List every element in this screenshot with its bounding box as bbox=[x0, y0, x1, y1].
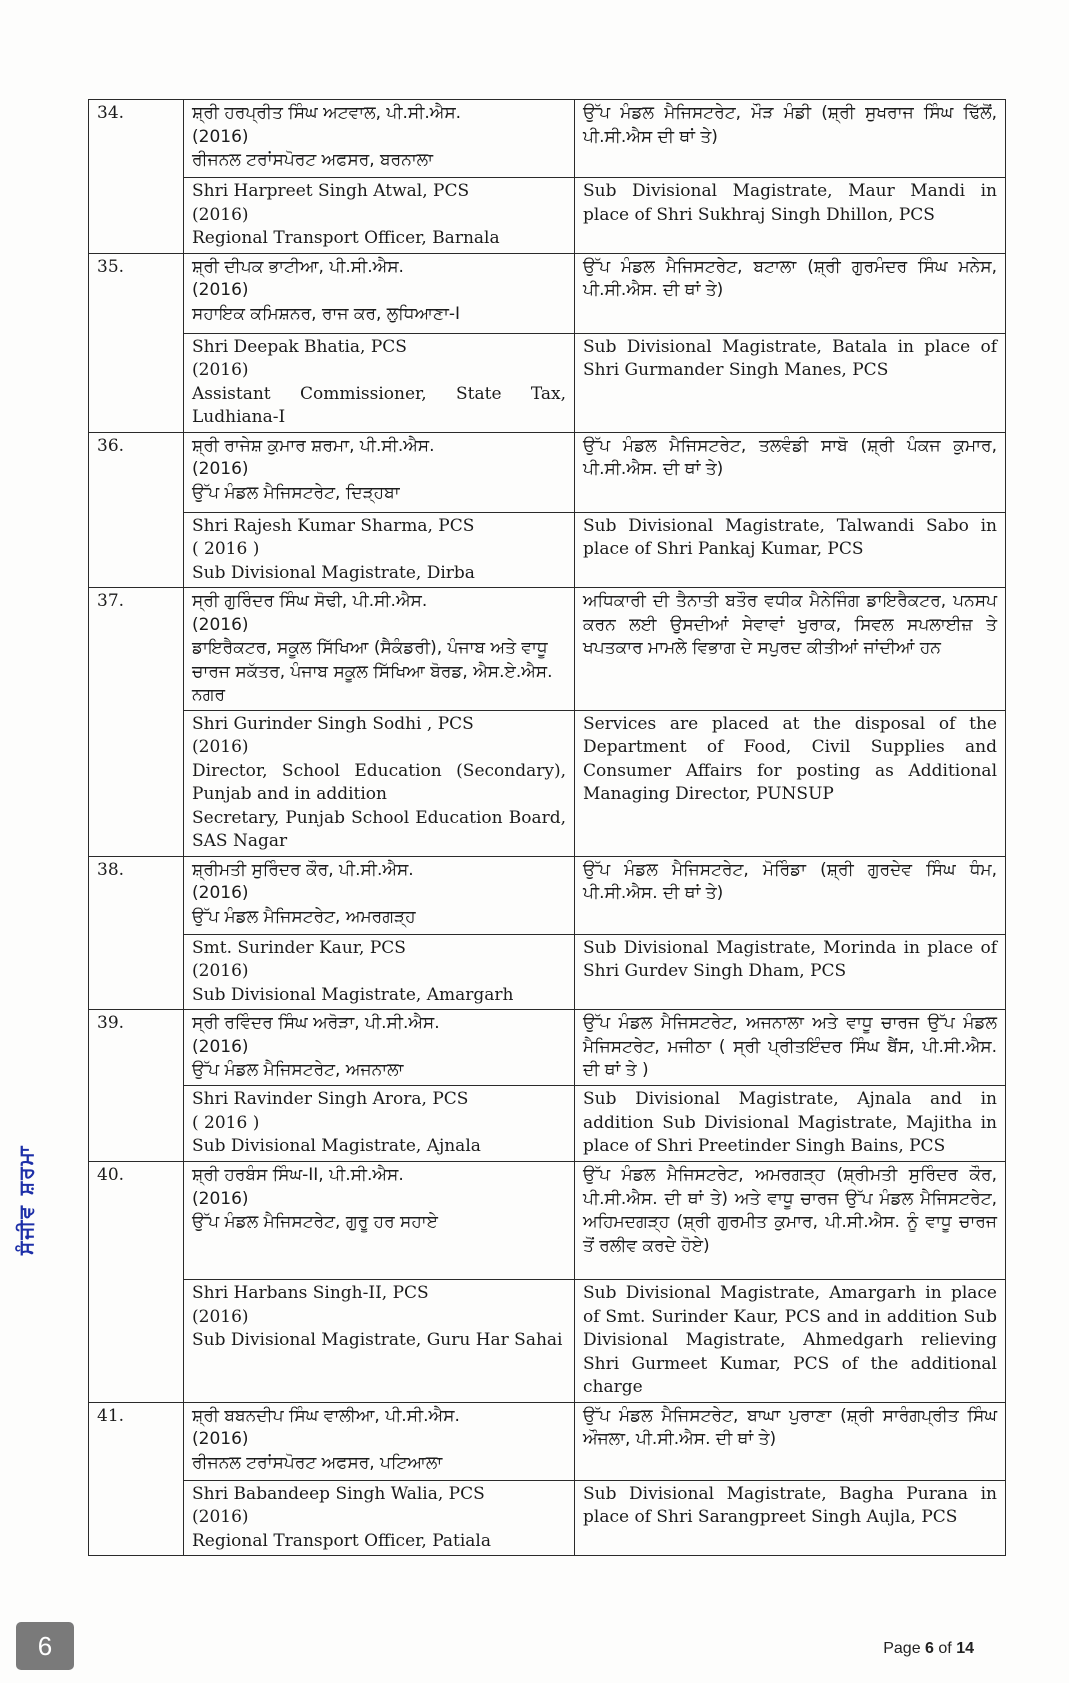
new-posting-punjabi: ਉੱਪ ਮੰਡਲ ਮੈਜਿਸਟਰੇਟ, ਬਾਘਾ ਪੁਰਾਣਾ (ਸ਼੍ਰੀ ਸਾਰੰਗਪ੍ਰੀਤ ਸਿੰਘ ਔਜਲਾ, ਪੀ.ਸੀ.ਐਸ. ਦੀ ਥਾਂ ਤੇ) bbox=[575, 1402, 1006, 1480]
current-posting-line: (2016) bbox=[192, 1306, 249, 1327]
current-posting-line: Shri Deepak Bhatia, PCS bbox=[192, 336, 407, 357]
current-posting-line: Shri Harpreet Singh Atwal, PCS bbox=[192, 181, 470, 201]
current-posting-line: ਡਾਇਰੈਕਟਰ, ਸਕੂਲ ਸਿੱਖਿਆ (ਸੈਕੰਡਰੀ), ਪੰਜਾਬ ਅਤੇ ਵਾਧੂ ਚਾਰਜ ਸਕੱਤਰ, ਪੰਜਾਬ ਸਕੂਲ ਸਿੱਖਿਆ ਬੋਰਡ, ਐਸ.ਏ.ਐਸ. ਨਗਰ bbox=[192, 638, 553, 705]
current-posting-punjabi bbox=[184, 432, 575, 512]
current-posting-line: ਉੱਪ ਮੰਡਲ ਮੈਜਿਸਟਰੇਟ, ਦਿੜ੍ਹਬਾ bbox=[192, 482, 400, 503]
table-row-punjabi bbox=[89, 253, 1006, 333]
current-posting-line: Regional Transport Officer, Patiala bbox=[192, 1530, 491, 1551]
current-posting-line: Sub Divisional Magistrate, Dirba bbox=[192, 562, 475, 583]
current-posting-line: Regional Transport Officer, Barnala bbox=[192, 228, 500, 248]
table-row-punjabi bbox=[89, 1010, 1006, 1086]
current-posting-english bbox=[184, 1280, 575, 1403]
current-posting-punjabi bbox=[184, 253, 575, 333]
table-row-english bbox=[89, 934, 1006, 1010]
current-posting-line: (2016) bbox=[192, 961, 249, 981]
current-posting-line: Shri Harbans Singh-II, PCS bbox=[192, 1283, 429, 1303]
serial-number: 38. bbox=[89, 856, 184, 1010]
current-posting-punjabi bbox=[184, 588, 575, 711]
current-posting-english bbox=[184, 1480, 575, 1556]
current-posting-line: (2016) bbox=[192, 360, 249, 380]
current-posting-line: ( 2016 ) bbox=[192, 1112, 260, 1133]
current-posting-line: ਸ਼੍ਰੀ ਰਾਜੇਸ਼ ਕੁਮਾਰ ਸ਼ਰਮਾ, ਪੀ.ਸੀ.ਐਸ. bbox=[192, 435, 435, 456]
serial-number: 34. bbox=[89, 100, 184, 254]
new-posting-punjabi: ਉੱਪ ਮੰਡਲ ਮੈਜਿਸਟਰੇਟ, ਮੋਰਿੰਡਾ (ਸ਼੍ਰੀ ਗੁਰਦੇਵ ਸਿੰਘ ਧੰਮ, ਪੀ.ਸੀ.ਐਸ. ਦੀ ਥਾਂ ਤੇ) bbox=[575, 856, 1006, 934]
new-posting-english: Sub Divisional Magistrate, Ajnala and in addition Sub Divisional Magistrate, Majitha in place of Shri Preetinder Singh Bains, PCS bbox=[575, 1086, 1006, 1162]
current-posting-line: ਸ਼੍ਰੀ ਹਰਪ੍ਰੀਤ ਸਿੰਘ ਅਟਵਾਲ, ਪੀ.ਸੀ.ਐਸ. bbox=[192, 103, 462, 123]
table-row-english bbox=[89, 1086, 1006, 1162]
current-posting-english bbox=[184, 1086, 575, 1162]
new-posting-english: Sub Divisional Magistrate, Morinda in place of Shri Gurdev Singh Dham, PCS bbox=[575, 934, 1006, 1010]
current-posting-line: ਰੀਜਨਲ ਟਰਾਂਸਪੋਰਟ ਅਫਸਰ, ਪਟਿਆਲਾ bbox=[192, 1452, 443, 1473]
current-posting-line: ਉੱਪ ਮੰਡਲ ਮੈਜਿਸਟਰੇਟ, ਅਜਨਾਲਾ bbox=[192, 1060, 404, 1080]
table-row-english bbox=[89, 178, 1006, 254]
current-posting-line: Shri Gurinder Singh Sodhi , PCS bbox=[192, 713, 474, 734]
current-posting-line: Sub Divisional Magistrate, Guru Har Sahai bbox=[192, 1330, 563, 1350]
current-posting-line: Sub Divisional Magistrate, Amargarh bbox=[192, 984, 514, 1005]
current-posting-english bbox=[184, 178, 575, 254]
current-posting-line: Secretary, Punjab School Education Board, SAS Nagar bbox=[192, 807, 566, 851]
current-posting-punjabi bbox=[184, 856, 575, 934]
table-row-punjabi bbox=[89, 432, 1006, 512]
current-posting-line: Sub Divisional Magistrate, Ajnala bbox=[192, 1136, 481, 1156]
current-posting-line: (2016) bbox=[192, 737, 249, 757]
postings-table bbox=[88, 99, 1006, 1556]
new-posting-punjabi: ਉੱਪ ਮੰਡਲ ਮੈਜਿਸਟਰੇਟ, ਤਲਵੰਡੀ ਸਾਬੋ (ਸ਼੍ਰੀ ਪੰਕਜ ਕੁਮਾਰ, ਪੀ.ਸੀ.ਐਸ. ਦੀ ਥਾਂ ਤੇ) bbox=[575, 432, 1006, 512]
current-posting-line: Shri Ravinder Singh Arora, PCS bbox=[192, 1089, 469, 1109]
serial-number: 35. bbox=[89, 253, 184, 432]
current-posting-line: (2016) bbox=[192, 1429, 249, 1449]
current-posting-english bbox=[184, 333, 575, 432]
table-row-english bbox=[89, 1480, 1006, 1556]
current-posting-line: (2016) bbox=[192, 1507, 249, 1527]
current-posting-line: ਰੀਜਨਲ ਟਰਾਂਸਪੋਰਟ ਅਫਸਰ, ਬਰਨਾਲਾ bbox=[192, 150, 434, 170]
current-posting-line: Shri Rajesh Kumar Sharma, PCS bbox=[192, 515, 475, 536]
current-posting-line: (2016) bbox=[192, 126, 249, 147]
footer-total-pages: 14 bbox=[956, 1640, 974, 1657]
footer-current-page: 6 bbox=[925, 1640, 934, 1657]
footer-of: of bbox=[938, 1640, 952, 1657]
serial-number: 37. bbox=[89, 588, 184, 857]
table-row-punjabi bbox=[89, 1162, 1006, 1280]
current-posting-line: (2016) bbox=[192, 614, 249, 635]
current-posting-line: ਸਹਾਇਕ ਕਮਿਸ਼ਨਰ, ਰਾਜ ਕਰ, ਲੁਧਿਆਣਾ-I bbox=[192, 303, 461, 324]
new-posting-punjabi: ਉੱਪ ਮੰਡਲ ਮੈਜਿਸਟਰੇਟ, ਅਜਨਾਲਾ ਅਤੇ ਵਾਧੂ ਚਾਰਜ ਉੱਪ ਮੰਡਲ ਮੈਜਿਸਟਰੇਟ, ਮਜੀਠਾ ( ਸ੍ਰੀ ਪ੍ਰੀਤਇੰਦਰ ਸਿੰਘ ਬੈਂਸ, ਪੀ.ਸੀ.ਐਸ. ਦੀ ਥਾਂ ਤੇ ) bbox=[575, 1010, 1006, 1086]
current-posting-line: ਸ਼੍ਰੀ ਬਬਨਦੀਪ ਸਿੰਘ ਵਾਲੀਆ, ਪੀ.ਸੀ.ਐਸ. bbox=[192, 1405, 460, 1426]
table-row-english bbox=[89, 333, 1006, 432]
table-row-punjabi bbox=[89, 856, 1006, 934]
footer-prefix: Page bbox=[883, 1640, 921, 1657]
page-number-badge: 6 bbox=[16, 1622, 74, 1670]
current-posting-line: (2016) bbox=[192, 459, 249, 479]
new-posting-punjabi: ਉੱਪ ਮੰਡਲ ਮੈਜਿਸਟਰੇਟ, ਮੌੜ ਮੰਡੀ (ਸ਼੍ਰੀ ਸੁਖਰਾਜ ਸਿੰਘ ਢਿੱਲੋਂ, ਪੀ.ਸੀ.ਐਸ ਦੀ ਥਾਂ ਤੇ) bbox=[575, 100, 1006, 178]
current-posting-line: (2016) bbox=[192, 1036, 249, 1057]
current-posting-punjabi bbox=[184, 100, 575, 178]
current-posting-line: Director, School Education (Secondary), Punjab and in addition bbox=[192, 760, 566, 804]
current-posting-punjabi bbox=[184, 1402, 575, 1480]
serial-number: 36. bbox=[89, 432, 184, 588]
serial-number: 39. bbox=[89, 1010, 184, 1162]
new-posting-english: Sub Divisional Magistrate, Talwandi Sabo in place of Shri Pankaj Kumar, PCS bbox=[575, 512, 1006, 588]
new-posting-english: Sub Divisional Magistrate, Bagha Purana in place of Shri Sarangpreet Singh Aujla, PCS bbox=[575, 1480, 1006, 1556]
current-posting-line: Smt. Surinder Kaur, PCS bbox=[192, 937, 406, 958]
new-posting-english: Sub Divisional Magistrate, Maur Mandi in place of Shri Sukhraj Singh Dhillon, PCS bbox=[575, 178, 1006, 254]
table-row-punjabi bbox=[89, 588, 1006, 711]
page-footer bbox=[883, 1640, 974, 1658]
table-row-english bbox=[89, 710, 1006, 856]
current-posting-english bbox=[184, 710, 575, 856]
current-posting-line: Shri Babandeep Singh Walia, PCS bbox=[192, 1483, 485, 1504]
margin-signature: ਸੰਜੀਵ ਸ਼ਰਮਾ bbox=[14, 1144, 38, 1255]
current-posting-line: (2016) bbox=[192, 883, 249, 903]
table-row-english bbox=[89, 512, 1006, 588]
current-posting-line: (2016) bbox=[192, 204, 249, 225]
new-posting-english: Services are placed at the disposal of the Department of Food, Civil Supplies and Consumer Affairs for posting as Additional Managing Director, PUNSUP bbox=[575, 710, 1006, 856]
current-posting-line: (2016) bbox=[192, 1188, 249, 1209]
table-row-punjabi bbox=[89, 1402, 1006, 1480]
current-posting-line: ਸ੍ਰੀ ਗੁਰਿੰਦਰ ਸਿੰਘ ਸੋਢੀ, ਪੀ.ਸੀ.ਐਸ. bbox=[192, 591, 428, 611]
current-posting-line: ਉੱਪ ਮੰਡਲ ਮੈਜਿਸਟਰੇਟ, ਗੁਰੂ ਹਰ ਸਹਾਏ bbox=[192, 1212, 438, 1232]
current-posting-line: ਸ੍ਰੀ ਰਵਿੰਦਰ ਸਿੰਘ ਅਰੋੜਾ, ਪੀ.ਸੀ.ਐਸ. bbox=[192, 1013, 440, 1033]
table-row-english bbox=[89, 1280, 1006, 1403]
current-posting-line: ਸ਼੍ਰੀ ਹਰਬੰਸ ਸਿੰਘ-II, ਪੀ.ਸੀ.ਐਸ. bbox=[192, 1165, 404, 1185]
new-posting-english: Sub Divisional Magistrate, Amargarh in place of Smt. Surinder Kaur, PCS and in addition Sub Divisional Magistrate, Ahmedgarh relieving Shri Gurmeet Kumar, PCS of the additional charge bbox=[575, 1280, 1006, 1403]
serial-number: 41. bbox=[89, 1402, 184, 1556]
current-posting-punjabi bbox=[184, 1162, 575, 1280]
new-posting-punjabi: ਅਧਿਕਾਰੀ ਦੀ ਤੈਨਾਤੀ ਬਤੌਰ ਵਧੀਕ ਮੈਨੇਜਿੰਗ ਡਾਇਰੈਕਟਰ, ਪਨਸਪ ਕਰਨ ਲਈ ਉਸਦੀਆਂ ਸੇਵਾਵਾਂ ਖੁਰਾਕ, ਸਿਵਲ ਸਪਲਾਈਜ਼ ਤੇ ਖਪਤਕਾਰ ਮਾਮਲੇ ਵਿਭਾਗ ਦੇ ਸਪੁਰਦ ਕੀਤੀਆਂ ਜਾਂਦੀਆਂ ਹਨ bbox=[575, 588, 1006, 711]
new-posting-punjabi: ਉੱਪ ਮੰਡਲ ਮੈਜਿਸਟਰੇਟ, ਅਮਰਗੜ੍ਹ (ਸ਼੍ਰੀਮਤੀ ਸੁਰਿੰਦਰ ਕੌਰ, ਪੀ.ਸੀ.ਐਸ. ਦੀ ਥਾਂ ਤੇ) ਅਤੇ ਵਾਧੂ ਚਾਰਜ ਉੱਪ ਮੰਡਲ ਮੈਜਿਸਟਰੇਟ, ਅਹਿਮਦਗੜ੍ਹ (ਸ਼੍ਰੀ ਗੁਰਮੀਤ ਕੁਮਾਰ, ਪੀ.ਸੀ.ਐਸ. ਨੂੰ ਵਾਧੂ ਚਾਰਜ ਤੋਂ ਰਲੀਵ ਕਰਦੇ ਹੋਏ) bbox=[575, 1162, 1006, 1280]
current-posting-punjabi bbox=[184, 1010, 575, 1086]
table-row-punjabi bbox=[89, 100, 1006, 178]
new-posting-english: Sub Divisional Magistrate, Batala in place of Shri Gurmander Singh Manes, PCS bbox=[575, 333, 1006, 432]
current-posting-english bbox=[184, 512, 575, 588]
current-posting-line: (2016) bbox=[192, 280, 249, 300]
current-posting-line: ( 2016 ) bbox=[192, 539, 260, 559]
current-posting-line: ਸ਼੍ਰੀਮਤੀ ਸੁਰਿੰਦਰ ਕੌਰ, ਪੀ.ਸੀ.ਐਸ. bbox=[192, 859, 414, 880]
current-posting-line: ਸ਼੍ਰੀ ਦੀਪਕ ਭਾਟੀਆ, ਪੀ.ਸੀ.ਐਸ. bbox=[192, 256, 404, 277]
current-posting-line: ਉੱਪ ਮੰਡਲ ਮੈਜਿਸਟਰੇਟ, ਅਮਰਗੜ੍ਹ bbox=[192, 906, 416, 927]
current-posting-line: Assistant Commissioner, State Tax, Ludhiana-I bbox=[192, 383, 566, 427]
serial-number: 40. bbox=[89, 1162, 184, 1403]
new-posting-punjabi: ਉੱਪ ਮੰਡਲ ਮੈਜਿਸਟਰੇਟ, ਬਟਾਲਾ (ਸ਼੍ਰੀ ਗੁਰਮੰਦਰ ਸਿੰਘ ਮਨੇਸ, ਪੀ.ਸੀ.ਐਸ. ਦੀ ਥਾਂ ਤੇ) bbox=[575, 253, 1006, 333]
current-posting-english bbox=[184, 934, 575, 1010]
